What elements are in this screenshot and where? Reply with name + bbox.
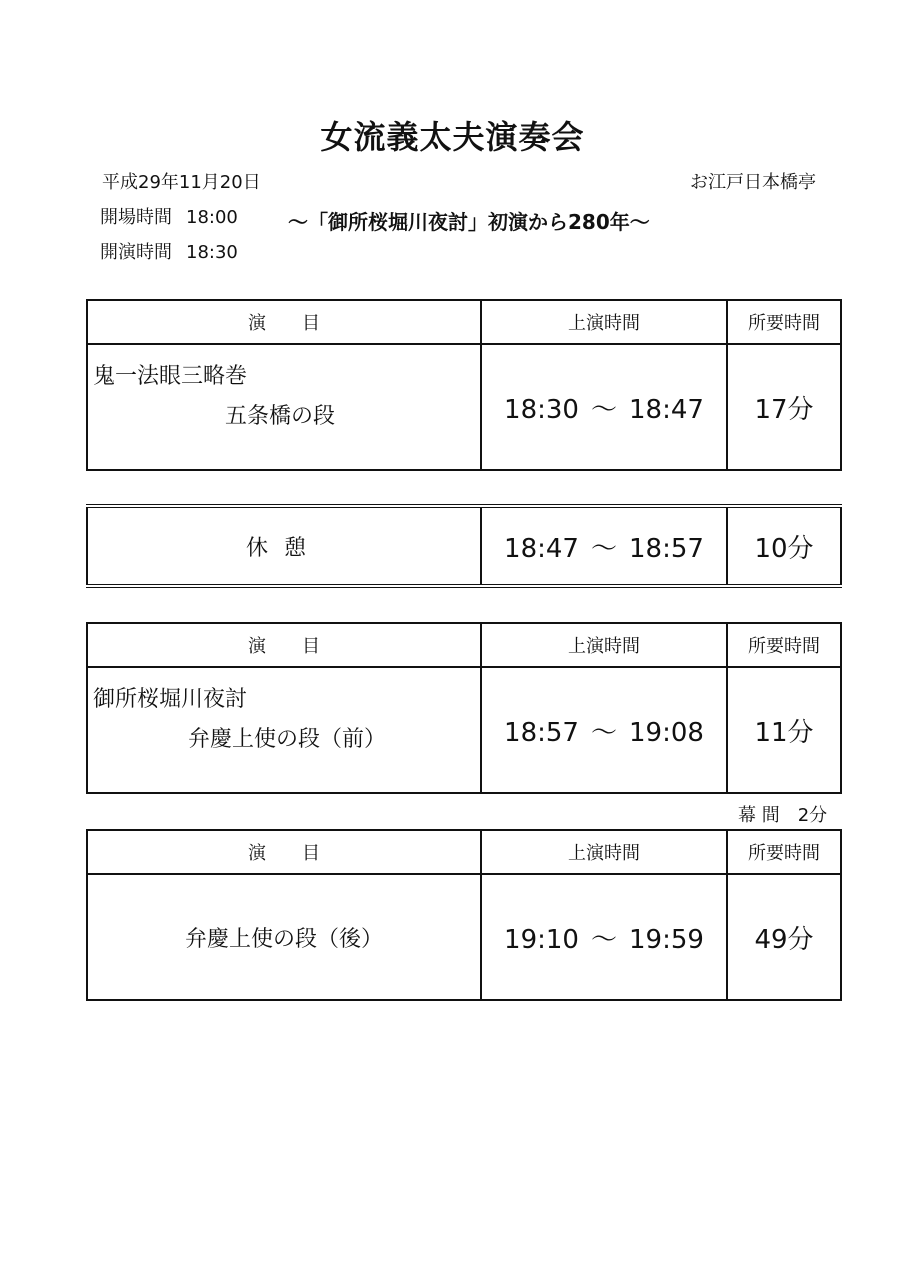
interval-note: 幕 間 2分 (738, 805, 828, 826)
end-time: 19:59 (629, 924, 704, 955)
header-performance-time: 上演時間 (481, 623, 727, 667)
start-time: 18:57 (504, 717, 579, 748)
start-time: 19:10 (504, 924, 579, 955)
time-range-cell (481, 667, 727, 793)
end-time: 19:08 (629, 717, 704, 748)
show-start-label: 開演時間 (100, 242, 172, 263)
time-range-cell (481, 506, 727, 586)
table-row (87, 506, 841, 586)
event-date: 平成29年11月20日 (102, 172, 261, 193)
duration-cell: 11分 (727, 667, 841, 793)
header-program: 演 目 (87, 623, 481, 667)
range-tilde: ～ (590, 924, 617, 955)
program-table-3 (86, 829, 842, 1001)
end-time: 18:57 (629, 533, 704, 564)
scene-title: 弁慶上使の段（後） (184, 926, 383, 952)
piece-title: 御所桜堀川夜討 (93, 687, 248, 712)
range-tilde: ～ (590, 533, 617, 564)
table-header-row (87, 830, 841, 874)
table-row (87, 344, 841, 470)
scene-title: 弁慶上使の段（前） (188, 727, 387, 752)
page-title: 女流義太夫演奏会 (320, 118, 585, 156)
intermission-label-cell (87, 506, 481, 586)
time-range-cell (481, 344, 727, 470)
time-range-cell (481, 874, 727, 1000)
start-time: 18:47 (504, 533, 579, 564)
header-performance-time: 上演時間 (481, 830, 727, 874)
duration-cell: 49分 (727, 874, 841, 1000)
header-duration: 所要時間 (727, 300, 841, 344)
show-start-time: 18:30 (186, 242, 238, 263)
start-time: 18:30 (504, 394, 579, 425)
subtitle: ～「御所桜堀川夜討」初演から280年～ (288, 210, 650, 234)
venue-name: お江戸日本橋亭 (690, 172, 816, 193)
doors-open-label: 開場時間 (100, 207, 172, 228)
scene-title: 五条橋の段 (225, 404, 336, 429)
duration-cell: 17分 (727, 344, 841, 470)
range-tilde: ～ (590, 394, 617, 425)
program-cell (87, 874, 481, 1000)
table-header-row (87, 300, 841, 344)
range-tilde: ～ (590, 717, 617, 748)
end-time: 18:47 (629, 394, 704, 425)
table-row (87, 874, 841, 1000)
program-table-2 (86, 622, 842, 794)
header-duration: 所要時間 (727, 830, 841, 874)
table-header-row (87, 623, 841, 667)
intermission-label: 休憩 (245, 535, 322, 561)
doors-open-time: 18:00 (186, 207, 238, 228)
program-cell (87, 667, 481, 793)
program-cell (87, 344, 481, 470)
header-performance-time: 上演時間 (481, 300, 727, 344)
program-table-1 (86, 299, 842, 471)
header-program: 演 目 (87, 830, 481, 874)
intermission-table (86, 504, 842, 588)
header-program: 演 目 (87, 300, 481, 344)
show-start (100, 238, 238, 264)
piece-title: 鬼一法眼三略巻 (93, 364, 248, 389)
doors-open (100, 203, 238, 229)
duration-cell: 10分 (727, 506, 841, 586)
header-duration: 所要時間 (727, 623, 841, 667)
table-row (87, 667, 841, 793)
